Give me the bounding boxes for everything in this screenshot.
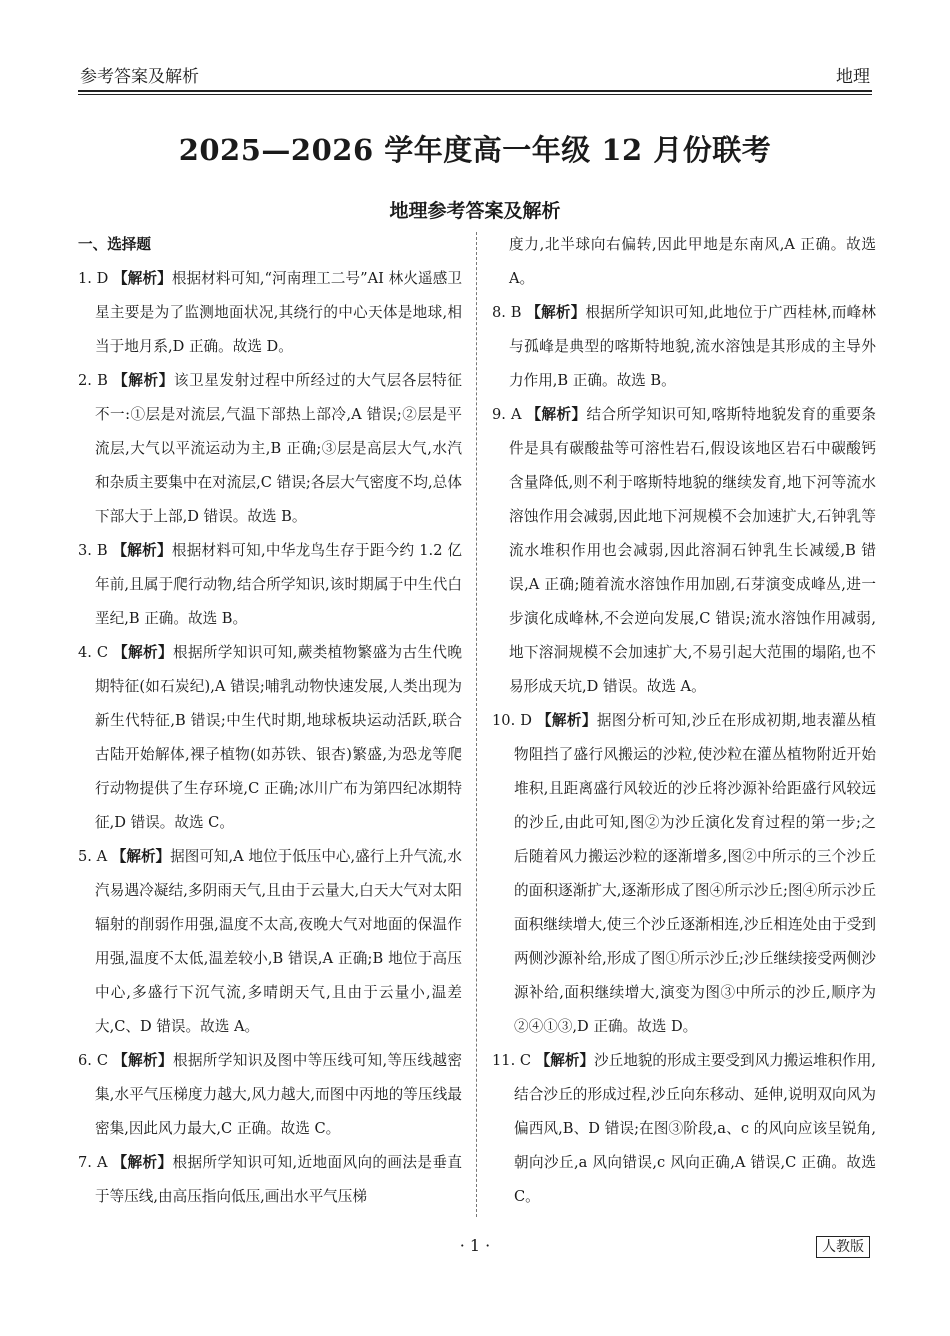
header-rule-thin — [78, 94, 872, 95]
answer-number: 11. C — [492, 1052, 536, 1069]
answer-number: 5. A — [78, 848, 112, 865]
header-rule-thick — [78, 90, 872, 92]
answer-item — [492, 704, 876, 1044]
analysis-tag: 【解析】 — [526, 406, 587, 423]
analysis-tag: 【解析】 — [113, 372, 174, 389]
edition-badge: 人教版 — [816, 1236, 870, 1258]
answer-number: 3. B — [78, 542, 113, 559]
answer-item — [492, 398, 876, 704]
answer-text: 据图分析可知,沙丘在形成初期,地表灌丛植物阻挡了盛行风搬运的沙粒,使沙粒在灌丛植物附近开始堆积,且距离盛行风较近的沙丘将沙源补给距盛行风较远的沙丘,由此可知,图②为沙丘演化发育过程的第一步;之后随着风力搬运沙粒的逐渐增多,图②中所示的三个沙丘的面积逐渐扩大,逐渐形成了图④所示沙丘;图④所示沙丘面积继续增大,使三个沙丘逐渐相连,沙丘相连处由于受到两侧沙源补给,形成了图①所示沙丘;沙丘继续接受两侧沙源补给,面积继续增大,演变为图③中所示的沙丘,顺序为②④①③,D 正确。故选 D。 — [514, 712, 876, 1035]
page-title: 2025—2026 学年度高一年级 12 月份联考 — [178, 133, 772, 167]
answer-text: 根据所学知识可知,蕨类植物繁盛为古生代晚期特征(如石炭纪),A 错误;哺乳动物快速发展,人类出现为新生代特征,B 错误;中生代时期,地球板块运动活跃,联合古陆开始解体,裸子植物(如苏铁、银杏)繁盛,为恐龙等爬行动物提供了生存环境,C 正确;冰川广布为第四纪冰期特征,D 错误。故选 C。 — [95, 644, 462, 831]
page-subtitle: 地理参考答案及解析 — [389, 200, 561, 222]
analysis-tag: 【解析】 — [113, 270, 172, 287]
answer-text: 该卫星发射过程中所经过的大气层各层特征不一:①层是对流层,气温下部热上部冷,A 错误;②层是平流层,大气以平流运动为主,B 正确;③层是高层大气,水汽和杂质主要集中在对流层,C 错误;各层大气密度不均,总体下部大于上部,D 错误。故选 B。 — [95, 372, 462, 525]
analysis-tag: 【解析】 — [112, 542, 172, 559]
answer-text: 根据材料可知,中华龙鸟生存于距今约 1.2 亿年前,且属于爬行动物,结合所学知识,该时期属于中生代白垩纪,B 正确。故选 B。 — [95, 542, 462, 627]
column-divider — [476, 232, 477, 1217]
answer-item — [78, 262, 462, 364]
analysis-tag: 【解析】 — [111, 848, 171, 865]
answer-number: 4. C — [78, 644, 114, 661]
answer-item — [492, 296, 876, 398]
answer-text: 沙丘地貌的形成主要受到风力搬运堆积作用,结合沙丘的形成过程,沙丘向东移动、延伸,说明双向风为偏西风,B、D 错误;在图③阶段,a、c 的风向应该呈锐角,朝向沙丘,a 风向错误,c 风向正确,A 错误,C 正确。故选 C。 — [514, 1052, 876, 1205]
analysis-tag: 【解析】 — [526, 304, 586, 321]
answer-text: 结合所学知识可知,喀斯特地貌发育的重要条件是具有碳酸盐等可溶性岩石,假设该地区岩石中碳酸钙含量降低,则不利于喀斯特地貌的继续发育,地下河等流水溶蚀作用会减弱,因此地下河规模不会加速扩大,石钟乳等流水堆积作用也会减弱,因此溶洞石钟乳生长减缓,B 错误,A 正确;随着流水溶蚀作用加剧,石芽演变成峰丛,进一步演化成峰林,不会逆向发展,C 错误;流水溶蚀作用减弱,地下溶洞规模不会加速扩大,不易引起大范围的塌陷,也不易形成天坑,D 错误。故选 A。 — [509, 406, 876, 695]
answer-item — [78, 636, 462, 840]
analysis-tag: 【解析】 — [535, 1052, 595, 1069]
answer-item — [78, 534, 462, 636]
answer-number: 2. B — [78, 372, 114, 389]
answer-text: 根据所学知识及图中等压线可知,等压线越密集,水平气压梯度力越大,风力越大,而图中丙地的等压线最密集,因此风力最大,C 正确。故选 C。 — [95, 1052, 462, 1137]
answer-item — [78, 1146, 462, 1214]
answer-item — [78, 364, 462, 534]
header-left-label: 参考答案及解析 — [80, 67, 199, 87]
answer-7-continuation: 度力,北半球向右偏转,因此甲地是东南风,A 正确。故选 A。 — [509, 236, 876, 287]
analysis-tag: 【解析】 — [113, 1052, 173, 1069]
section-heading: 一、选择题 — [78, 236, 151, 253]
answer-text: 根据所学知识可知,近地面风向的画法是垂直于等压线,由高压指向低压,画出水平气压梯 — [95, 1154, 462, 1205]
answer-text: 据图可知,A 地位于低压中心,盛行上升气流,水汽易遇冷凝结,多阴雨天气,且由于云量大,白天大气对太阳辐射的削弱作用强,温度不太高,夜晚大气对地面的保温作用强,温度不太低,温差较小,B 错误,A 正确;B 地位于高压中心,多盛行下沉气流,多晴朗天气,且由于云量小,温差大,C、D 错误。故选 A。 — [95, 848, 462, 1035]
answer-number: 9. A — [492, 406, 527, 423]
answer-item — [492, 1044, 876, 1214]
analysis-tag: 【解析】 — [112, 1154, 173, 1171]
left-column — [78, 228, 462, 1214]
analysis-tag: 【解析】 — [536, 712, 597, 729]
right-column — [492, 228, 876, 1214]
right-answer-list — [492, 296, 876, 1214]
answer-item — [78, 840, 462, 1044]
answer-number: 7. A — [78, 1154, 113, 1171]
answer-number: 8. B — [492, 304, 527, 321]
answer-number: 10. D — [492, 712, 537, 729]
answer-item — [78, 1044, 462, 1146]
answer-number: 6. C — [78, 1052, 114, 1069]
page-number: · 1 · — [459, 1236, 491, 1255]
left-answer-list — [78, 262, 462, 1214]
answer-text: 根据材料可知,“河南理工二号”AI 林火遥感卫星主要是为了监测地面状况,其绕行的中心天体是地球,相当于地月系,D 正确。故选 D。 — [95, 270, 462, 355]
answer-text: 根据所学知识可知,此地位于广西桂林,而峰林与孤峰是典型的喀斯特地貌,流水溶蚀是其形成的主导外力作用,B 正确。故选 B。 — [509, 304, 876, 389]
header-subject-label: 地理 — [836, 67, 870, 87]
analysis-tag: 【解析】 — [113, 644, 173, 661]
answer-number: 1. D — [78, 270, 114, 287]
